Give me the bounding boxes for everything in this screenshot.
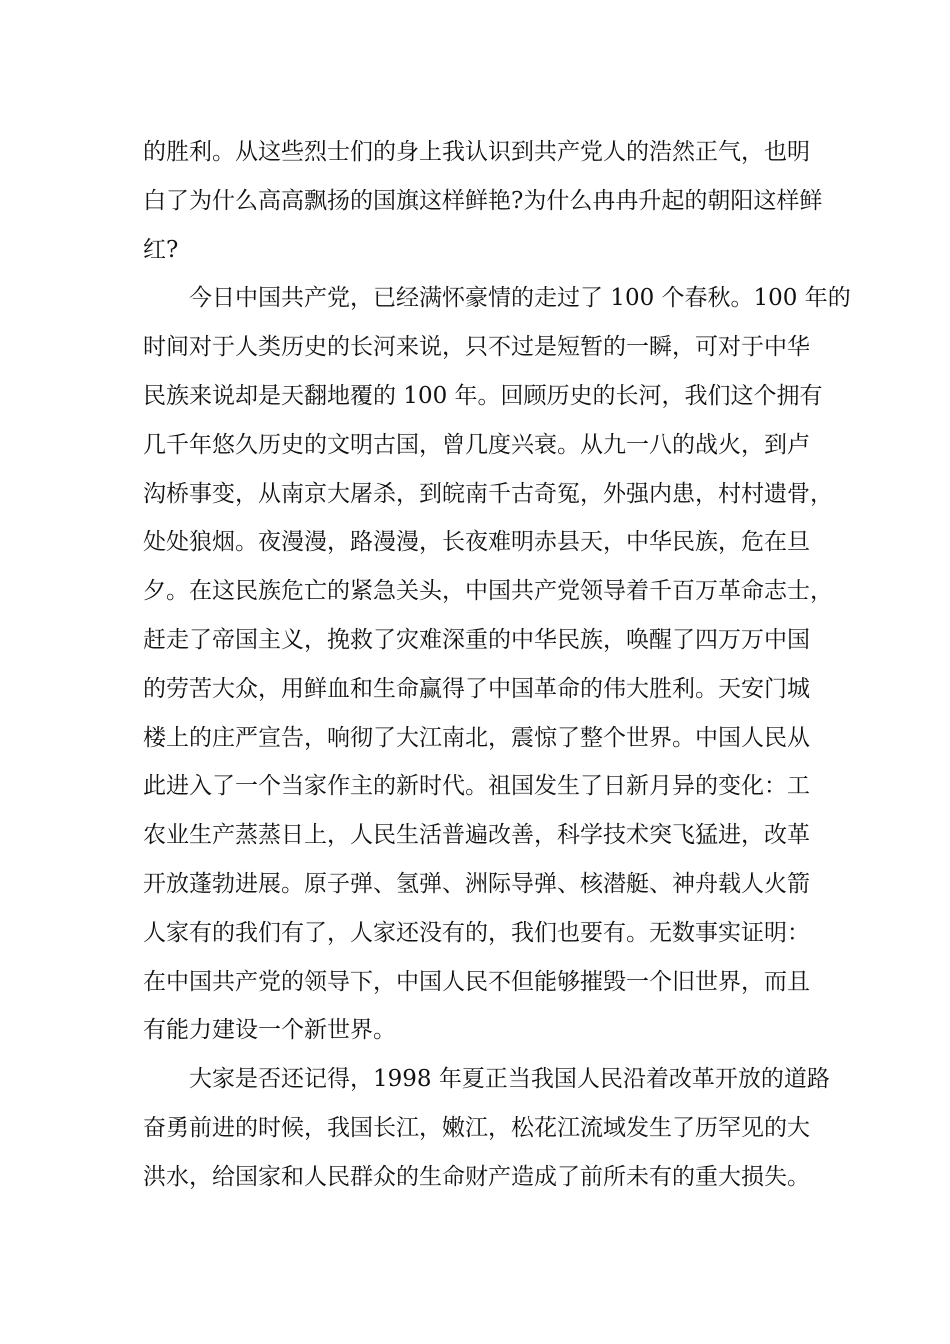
text-line: 此进入了一个当家作主的新时代。祖国发生了日新月异的变化：工 xyxy=(143,773,810,800)
text-line: 红? xyxy=(143,236,179,263)
text-line: 有能力建设一个新世界。 xyxy=(143,1017,396,1044)
text-line: 沟桥事变，从南京大屠杀，到皖南千古奇冤，外强内患，村村遗骨， xyxy=(143,480,833,507)
paragraph-start-line: 大家是否还记得，1998 年夏正当我国人民沿着改革开放的道路 xyxy=(189,1066,830,1093)
text-line: 的劳苦大众，用鲜血和生命赢得了中国革命的伟大胜利。天安门城 xyxy=(143,675,810,702)
text-line: 民族来说却是天翻地覆的 100 年。回顾历史的长河，我们这个拥有 xyxy=(143,382,823,409)
text-line: 农业生产蒸蒸日上，人民生活普遍改善，科学技术突飞猛进，改革 xyxy=(143,822,810,849)
text-line: 白了为什么高高飘扬的国旗这样鲜艳?为什么冉冉升起的朝阳这样鲜 xyxy=(143,187,823,214)
text-line: 时间对于人类历史的长河来说，只不过是短暂的一瞬，可对于中华 xyxy=(143,334,810,361)
text-line: 奋勇前进的时候，我国长江，嫩江，松花江流域发生了历罕见的大 xyxy=(143,1114,810,1141)
text-line: 在中国共产党的领导下，中国人民不但能够摧毁一个旧世界，而且 xyxy=(143,968,810,995)
text-line: 洪水，给国家和人民群众的生命财产造成了前所未有的重大损失。 xyxy=(143,1163,810,1190)
text-line: 处处狼烟。夜漫漫，路漫漫，长夜难明赤县天，中华民族，危在旦 xyxy=(143,529,810,556)
text-line: 开放蓬勃进展。原子弹、氢弹、洲际导弹、核潜艇、神舟载人火箭 xyxy=(143,870,810,897)
body-text xyxy=(143,128,851,1202)
text-line: 赶走了帝国主义，挽救了灾难深重的中华民族，唤醒了四万万中国 xyxy=(143,626,810,653)
text-line: 夕。在这民族危亡的紧急关头，中国共产党领导着千百万革命志士， xyxy=(143,578,833,605)
text-line: 几千年悠久历史的文明古国，曾几度兴衰。从九一八的战火，到卢 xyxy=(143,431,810,458)
paragraph-start-line: 今日中国共产党，已经满怀豪情的走过了 100 个春秋。100 年的 xyxy=(189,285,851,312)
text-line: 楼上的庄严宣告，响彻了大江南北，震惊了整个世界。中国人民从 xyxy=(143,724,810,751)
text-line: 人家有的我们有了，人家还没有的，我们也要有。无数事实证明： xyxy=(143,919,810,946)
text-line: 的胜利。从这些烈士们的身上我认识到共产党人的浩然正气，也明 xyxy=(143,139,810,165)
